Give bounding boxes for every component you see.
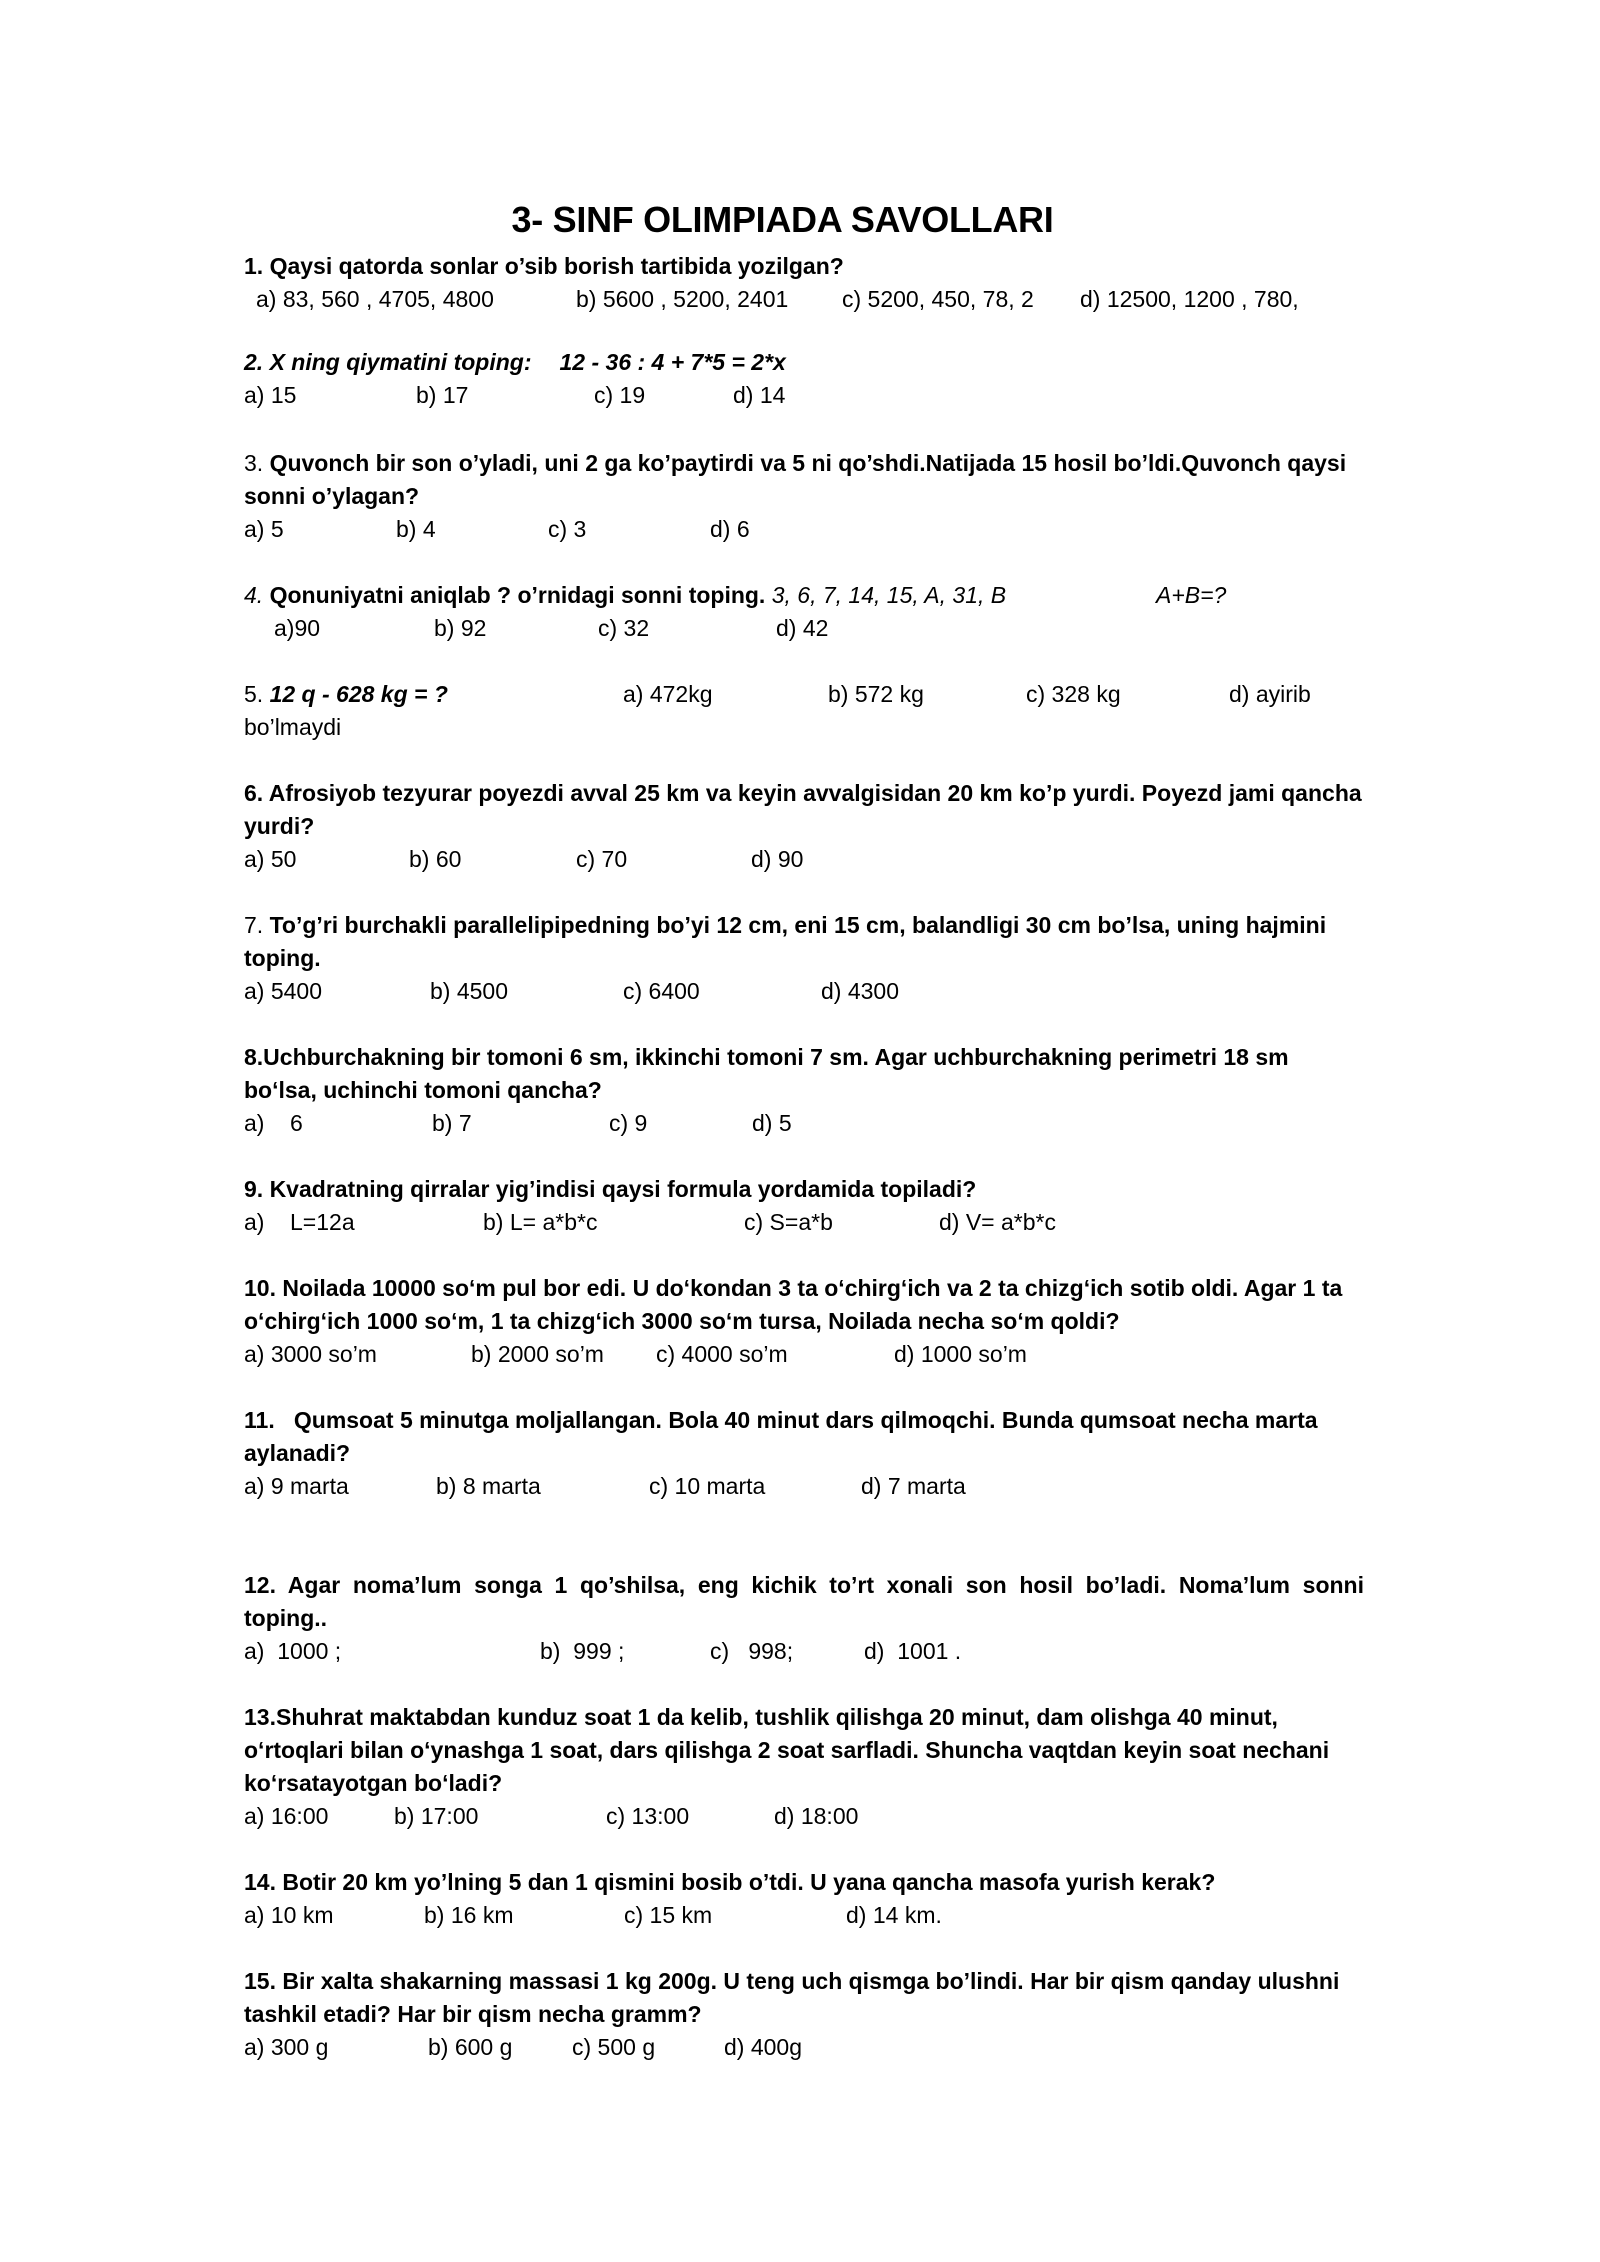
question-11-options xyxy=(244,1470,1364,1503)
option-a: a) 6 xyxy=(244,1110,303,1136)
question-7-options xyxy=(244,975,1364,1008)
question-12 xyxy=(244,1569,1364,1668)
question-5-number: 5. xyxy=(244,681,264,707)
question-2-expression: 12 - 36 : 4 + 7*5 = 2*x xyxy=(559,349,786,375)
option-a: a) 9 marta xyxy=(244,1473,349,1499)
question-2-text: 2. X ning qiymatini toping: xyxy=(244,349,532,375)
option-c: c) 5200, 450, 78, 2 xyxy=(842,286,1034,312)
question-13-text: 13.Shuhrat maktabdan kunduz soat 1 da kelib, tushlik qilishga 20 minut, dam olishga 40 minut, o‘rtoqlari bilan o‘ynashga 1 soat, dars qilishga 2 soat sarfladi. Shuncha vaqtdan keyin soat nechani ko‘rsatayotgan bo‘ladi? xyxy=(244,1704,1330,1796)
question-2 xyxy=(244,346,1364,412)
option-d: d) V= a*b*c xyxy=(939,1209,1056,1235)
question-5-row xyxy=(244,678,1364,711)
question-15-text: 15. Bir xalta shakarning massasi 1 kg 200g. U teng uch qismga bo’lindi. Har bir qism qanday ulushni tashkil etadi? Har bir qism necha gramm? xyxy=(244,1968,1340,2027)
question-12-options xyxy=(244,1635,1364,1668)
question-1 xyxy=(244,250,1364,316)
question-3-number: 3. xyxy=(244,450,264,476)
option-d: d) 400g xyxy=(724,2034,803,2060)
option-b: b) 600 g xyxy=(428,2034,513,2060)
option-d: d) ayirib xyxy=(1229,681,1311,707)
option-c: c) S=a*b xyxy=(744,1209,833,1235)
option-a: a) L=12a xyxy=(244,1209,355,1235)
option-b: b) 7 xyxy=(432,1110,472,1136)
option-b: b) 572 kg xyxy=(828,681,924,707)
option-c: c) 15 km xyxy=(624,1902,713,1928)
option-b: b) 5600 , 5200, 2401 xyxy=(576,286,789,312)
question-14 xyxy=(244,1866,1364,1932)
option-c: c) 9 xyxy=(609,1110,648,1136)
question-5-expression: 12 q - 628 kg = ? xyxy=(269,681,448,707)
question-11-text: 11. Qumsoat 5 minutga moljallangan. Bola 40 minut dars qilmoqchi. Bunda qumsoat necha marta aylanadi? xyxy=(244,1407,1324,1466)
option-b: b) 999 ; xyxy=(540,1638,625,1664)
option-d: d) 12500, 1200 , 780, xyxy=(1080,286,1299,312)
question-4-options xyxy=(244,612,1364,645)
option-c: c) 3 xyxy=(548,516,587,542)
question-4-sequence: 3, 6, 7, 14, 15, A, 31, B xyxy=(771,582,1007,608)
question-3 xyxy=(244,447,1364,546)
option-a: a) 1000 ; xyxy=(244,1638,342,1664)
option-a: a) 10 km xyxy=(244,1902,334,1928)
question-9-options xyxy=(244,1206,1364,1239)
question-14-options xyxy=(244,1899,1364,1932)
question-4-sum: A+B=? xyxy=(1156,582,1227,608)
option-b: b) 4 xyxy=(396,516,436,542)
option-c: c) 328 kg xyxy=(1026,681,1121,707)
option-c: c) 4000 so’m xyxy=(656,1341,788,1367)
question-1-options xyxy=(244,283,1364,316)
option-c: c) 998; xyxy=(710,1638,794,1664)
option-d: d) 42 xyxy=(776,615,829,641)
option-d: d) 14 km. xyxy=(846,1902,942,1928)
option-c: c) 19 xyxy=(594,382,646,408)
option-b: b) 92 xyxy=(434,615,487,641)
question-13 xyxy=(244,1701,1364,1833)
option-c: c) 10 marta xyxy=(649,1473,766,1499)
option-d: d) 5 xyxy=(752,1110,792,1136)
question-6-options xyxy=(244,843,1364,876)
question-7-text: To’g’ri burchakli parallelipipedning bo’yi 12 cm, eni 15 cm, balandligi 30 cm bo’lsa, uning hajmini toping. xyxy=(244,912,1327,971)
question-4 xyxy=(244,579,1364,645)
option-a: a) 5 xyxy=(244,516,284,542)
question-13-options xyxy=(244,1800,1364,1833)
option-d: d) 18:00 xyxy=(774,1803,859,1829)
option-a: a) 3000 so’m xyxy=(244,1341,377,1367)
option-a: a) 50 xyxy=(244,846,297,872)
question-3-options xyxy=(244,513,1364,546)
option-b: b) L= a*b*c xyxy=(483,1209,598,1235)
option-a: a) 16:00 xyxy=(244,1803,329,1829)
question-3-text: Quvonch bir son o’yladi, uni 2 ga ko’paytirdi va 5 ni qo’shdi.Natijada 15 hosil bo’ldi.Quvonch qaysi sonni o’ylagan? xyxy=(244,450,1347,509)
question-10-options xyxy=(244,1338,1364,1371)
question-5-continuation: bo’lmaydi xyxy=(244,714,342,740)
question-1-text: 1. Qaysi qatorda sonlar o’sib borish tartibida yozilgan? xyxy=(244,253,844,279)
option-d: d) 4300 xyxy=(821,978,900,1004)
question-2-options xyxy=(244,379,1364,412)
option-b: b) 2000 so’m xyxy=(471,1341,604,1367)
option-b: b) 8 marta xyxy=(436,1473,541,1499)
option-c: c) 6400 xyxy=(623,978,700,1004)
option-d: d) 7 marta xyxy=(861,1473,966,1499)
option-b: b) 17 xyxy=(416,382,469,408)
question-8 xyxy=(244,1041,1364,1140)
question-8-text: 8.Uchburchakning bir tomoni 6 sm, ikkinchi tomoni 7 sm. Agar uchburchakning perimetri 18 sm bo‘lsa, uchinchi tomoni qancha? xyxy=(244,1044,1289,1103)
question-12-text: 12. Agar noma’lum songa 1 qo’shilsa, eng kichik to’rt xonali son hosil bo’ladi. Noma’lum sonni toping.. xyxy=(244,1572,1364,1631)
option-d: d) 90 xyxy=(751,846,804,872)
option-c: c) 500 g xyxy=(572,2034,656,2060)
option-c: c) 70 xyxy=(576,846,628,872)
question-7 xyxy=(244,909,1364,1008)
option-d: d) 1001 . xyxy=(864,1638,962,1664)
question-6 xyxy=(244,777,1364,876)
option-a: a) 472kg xyxy=(623,681,713,707)
option-d: d) 1000 so’m xyxy=(894,1341,1027,1367)
option-b: b) 16 km xyxy=(424,1902,514,1928)
question-8-options xyxy=(244,1107,1364,1140)
option-a: a) 15 xyxy=(244,382,297,408)
option-a: a) 300 g xyxy=(244,2034,329,2060)
option-b: b) 60 xyxy=(409,846,462,872)
question-14-text: 14. Botir 20 km yo’lning 5 dan 1 qismini bosib o’tdi. U yana qancha masofa yurish kerak? xyxy=(244,1869,1216,1895)
question-11 xyxy=(244,1404,1364,1503)
option-d: d) 14 xyxy=(733,382,786,408)
question-15 xyxy=(244,1965,1364,2064)
option-c: c) 13:00 xyxy=(606,1803,690,1829)
question-9-text: 9. Kvadratning qirralar yig’indisi qaysi formula yordamida topiladi? xyxy=(244,1176,977,1202)
option-c: c) 32 xyxy=(598,615,650,641)
question-4-text: Qonuniyatni aniqlab ? o’rnidagi sonni toping. xyxy=(269,582,766,608)
question-10-text: 10. Noilada 10000 so‘m pul bor edi. U do‘kondan 3 ta o‘chirg‘ich va 2 ta chizg‘ich sotib oldi. Agar 1 ta o‘chirg‘ich 1000 so‘m, 1 ta chizg‘ich 3000 so‘m tursa, Noilada necha so‘m qoldi? xyxy=(244,1275,1343,1334)
question-6-text: 6. Afrosiyob tezyurar poyezdi avval 25 km va keyin avvalgisidan 20 km ko’p yurdi. Poyezd jami qancha yurdi? xyxy=(244,780,1362,839)
page-title: 3- SINF OLIMPIADA SAVOLLARI xyxy=(511,199,1054,240)
option-a: a) 5400 xyxy=(244,978,323,1004)
option-d: d) 6 xyxy=(710,516,750,542)
question-7-number: 7. xyxy=(244,912,264,938)
option-b: b) 17:00 xyxy=(394,1803,479,1829)
option-b: b) 4500 xyxy=(430,978,509,1004)
question-4-number: 4. xyxy=(244,582,264,608)
option-a: a)90 xyxy=(274,615,321,641)
question-5 xyxy=(244,678,1364,744)
question-10 xyxy=(244,1272,1364,1371)
option-a: a) 83, 560 , 4705, 4800 xyxy=(256,286,494,312)
question-9 xyxy=(244,1173,1364,1239)
question-15-options xyxy=(244,2031,1364,2064)
